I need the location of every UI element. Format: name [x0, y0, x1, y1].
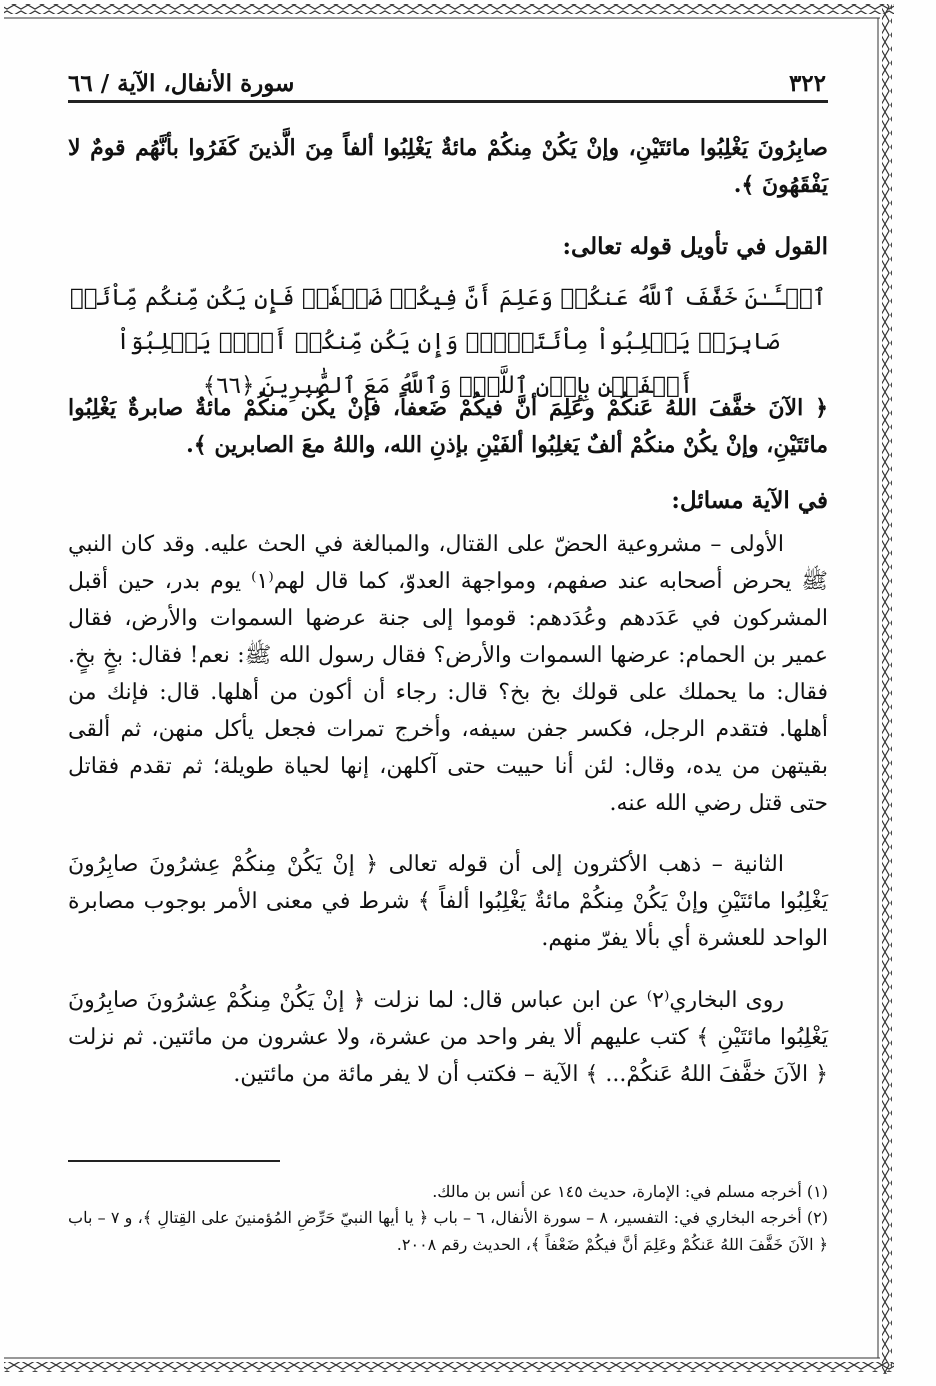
heading-masail: في الآية مسائل:: [671, 487, 828, 514]
running-header: [68, 70, 828, 110]
heading-tafsir: القول في تأويل قوله تعالى:: [562, 233, 828, 260]
page-number: ٣٢٢: [788, 70, 826, 97]
verse-plain: ﴿ الآنَ خفَّفَ اللهُ عَنكُمْ وعَلِمَ أنَّ فيكُمْ ضَعفاً، فإنْ يكُن منكُمْ مائةٌ صابرةٌ يَغْلِبُوا مائتَيْنِ، وإنْ يكُنْ منكُمْ ألفٌ يَغلِبُوا ألفَيْنِ بإذنِ الله، واللهُ معَ الصابرين ﴾.: [68, 395, 828, 458]
header-rule: [68, 100, 828, 103]
first-issue: الأولى – مشروعية الحضّ على القتال، والمبالغة في الحث عليه. وقد كان النبي ﷺ يحرض أصحابه عند صفهم، ومواجهة العدوّ، كما قال لهم⁽١⁾ يوم بدر، حين أقبل المشركون في عَدَدهم وعُدَدهم: قوموا إلى جنة عرضها السموات والأرض، فقال عمير بن الحمام: عرضها السموات والأرض؟ فقال رسول الله ﷺ: نعم! فقال: بخٍ بخٍ. فقال: ما يحملك على قولك بخ بخ؟ قال: رجاء أن أكون من أهلها. قال: فإنك من أهلها. فتقدم الرجل، فكسر جفن سيفه، وأخرج تمرات فجعل يأكل منهن، ثم ألقى بقيتهن من يده، وقال: لئن أنا حييت حتى آكلهن، إنها لحياة طويلة؛ ثم تقدم فقاتل حتى قتل رضي الله عنه.: [68, 532, 829, 816]
footnote-rule: [68, 1160, 280, 1162]
intro-verse: صابِرُونَ يَغْلِبُوا مائتَيْنِ، وإنْ يَكُنْ مِنكُمْ مائةٌ يَغْلِبُوا ألفاً مِنَ الَّذينَ كَفَرُوا بأنَّهُم قومٌ لا يَفْقَهُونَ ﴾.: [68, 135, 828, 198]
footnote-2: (٢) أخرجه البخاري في: التفسير، ٨ – سورة الأنفال، ٦ – باب ﴿ يا أيها النبيّ حَرِّضِ المُؤمنينَ على القِتالِ ﴾، و ٧ – باب ﴿ الآنَ خَفَّفَ اللهُ عَنكُمْ وعَلِمَ أنَّ فيكُمْ ضَعْفاً ﴾، الحديث رقم ٢٠٠٨.: [68, 1208, 829, 1254]
page-content: [68, 52, 828, 1352]
bukhari-narration: روى البخاري⁽٢⁾ عن ابن عباس قال: لما نزلت ﴿ إنْ يَكُنْ مِنكُمْ عِشرُونَ صابِرُونَ يَغْلِبُوا مائتَيْنِ ﴾ كتب عليهم ألا يفر واحد من عشرة، ولا عشرون من مائتين. ثم نزلت ﴿ الآنَ خفَّفَ اللهُ عَنكُمْ... ﴾ الآية – فكتب أن لا يفر مائة من مائتين.: [68, 988, 828, 1087]
second-issue: الثانية – ذهب الأكثرون إلى أن قوله تعالى ﴿ إنْ يَكُنْ مِنكُمْ عِشرُونَ صابِرُونَ يَغْلِبُوا مائتَيْنِ وإنْ يَكُنْ مِنكُمْ مائةٌ يَغْلِبُوا ألفاً ﴾ شرط في معنى الأمر بوجوب مصابرة الواحد للعشرة أي بألا يفرّ منهم.: [68, 852, 828, 951]
quran-verse: ٱلۡـَٔـٰنَ خَفَّفَ ٱللَّهُ عَنكُمۡ وَعَلِمَ أَنَّ فِيكُمۡ ضَعۡفٗاۚ فَإِن يَكُن مِّنكُم مِّاْئَةٞ صَابِرَةٞ يَغۡلِبُواْ مِاْئَتَيۡنِۚ وَإِن يَكُن مِّنكُمۡ أَلۡفٞ يَغۡلِبُوٓاْ أَلۡفَيۡنِ بِإِذۡنِ ٱللَّهِۗ وَٱللَّهُ مَعَ ٱلصَّٰبِرِينَ ﴿٦٦﴾: [69, 285, 827, 399]
running-title: سورة الأنفال، الآية / ٦٦: [68, 70, 295, 97]
footnote-1: (١) أخرجه مسلم في: الإمارة، حديث ١٤٥ عن أنس بن مالك.: [432, 1182, 828, 1201]
